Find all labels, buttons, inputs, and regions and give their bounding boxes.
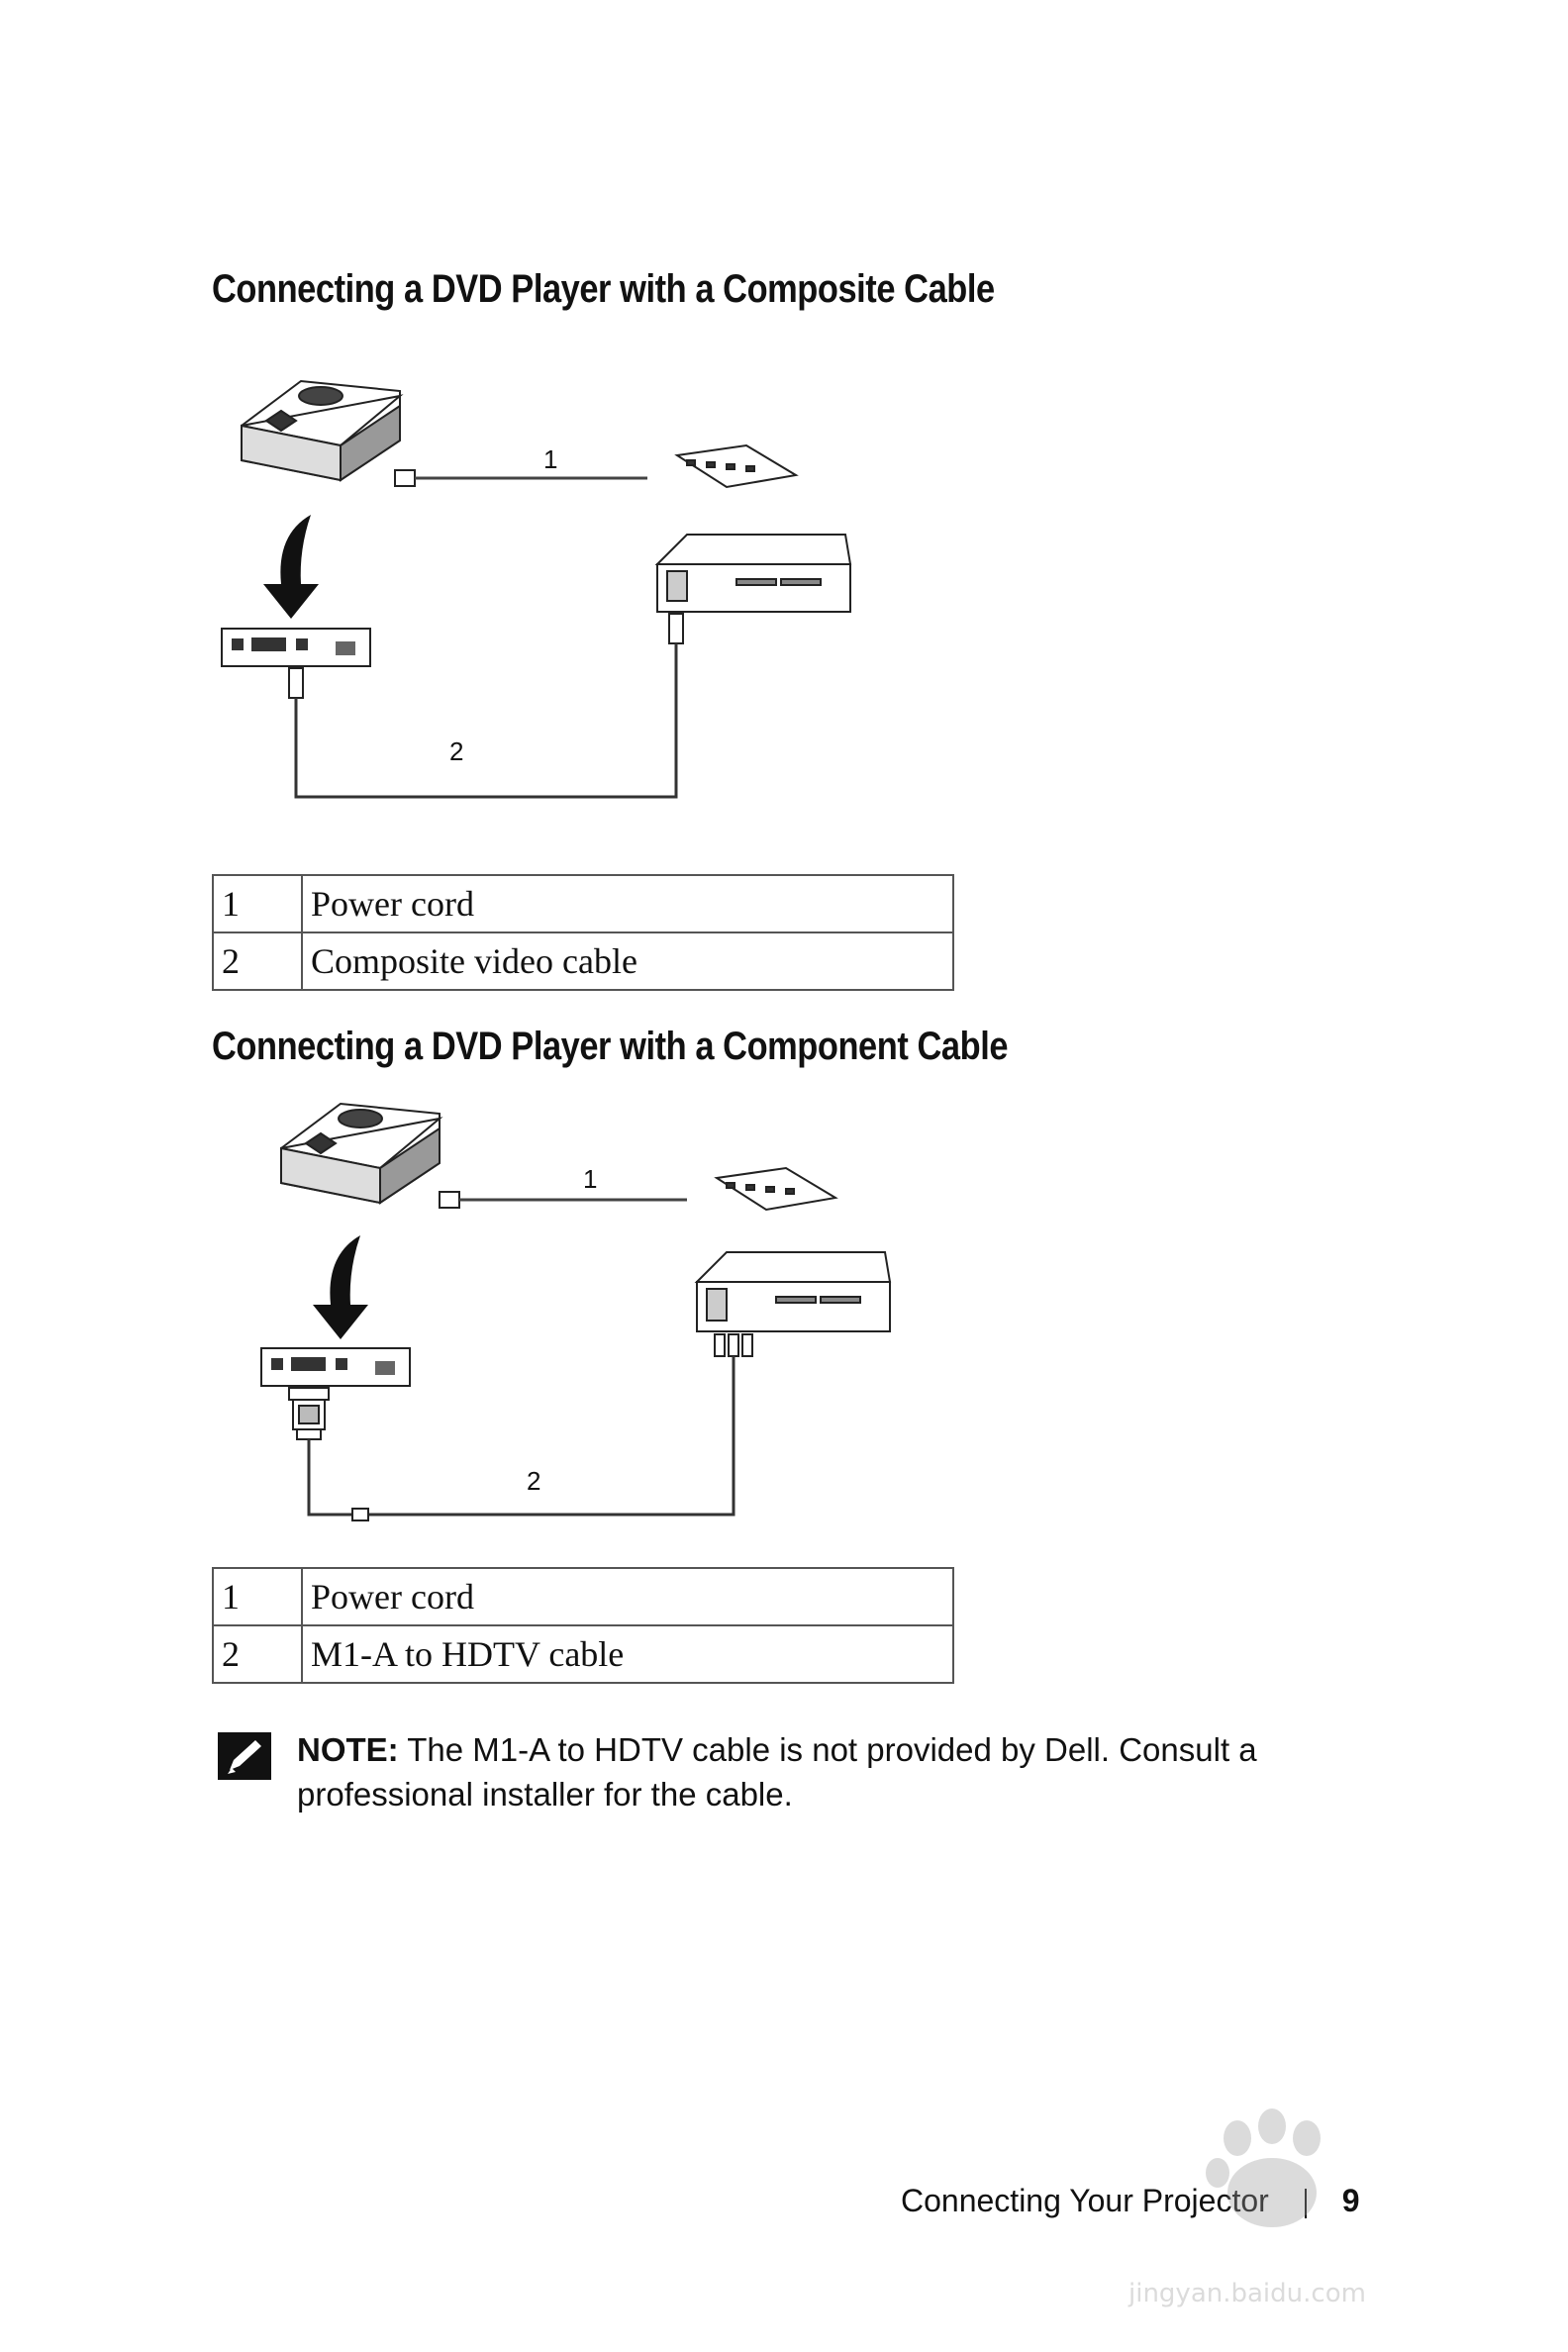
- baidu-watermark: [1099, 2099, 1475, 2326]
- component-legend-table: [212, 1567, 954, 1684]
- projector-illustration: [281, 1104, 440, 1203]
- table-row: [213, 1568, 953, 1625]
- legend-number: 1: [213, 1568, 302, 1625]
- diagram-label-1: 1: [543, 444, 558, 474]
- diagram-label-2: 2: [449, 736, 464, 766]
- table-row: [213, 932, 953, 990]
- page-number: 9: [1341, 2183, 1360, 2218]
- plug-left: [440, 1192, 459, 1208]
- diagram-label-1: 1: [583, 1164, 598, 1194]
- projector-port-panel: [261, 1348, 410, 1386]
- section1-heading: Connecting a DVD Player with a Composite Cable: [212, 267, 995, 311]
- table-row: [213, 1625, 953, 1683]
- note-label: NOTE:: [297, 1731, 399, 1768]
- legend-number: 2: [213, 932, 302, 990]
- composite-connection-diagram: [212, 366, 865, 822]
- legend-text: Power cord: [302, 1568, 953, 1625]
- legend-text: Composite video cable: [302, 932, 953, 990]
- composite-legend-table: [212, 874, 954, 991]
- down-arrow-icon: [263, 515, 319, 619]
- dvd-player-illustration: [657, 535, 850, 612]
- m1-connector-illustration: [289, 1388, 329, 1439]
- component-connection-diagram: [212, 1089, 925, 1534]
- note-paragraph: [297, 1727, 1425, 1816]
- component-plugs-illustration: [715, 1334, 752, 1356]
- diagram-label-2: 2: [527, 1466, 541, 1496]
- section2-heading: Connecting a DVD Player with a Component Cable: [212, 1025, 1009, 1068]
- down-arrow-icon: [313, 1235, 368, 1339]
- legend-number: 2: [213, 1625, 302, 1683]
- composite-plug-dvd: [669, 614, 683, 643]
- power-strip-illustration: [677, 445, 796, 487]
- legend-number: 1: [213, 875, 302, 932]
- footer-chapter: Connecting Your Projector: [901, 2183, 1269, 2218]
- table-row: [213, 875, 953, 932]
- projector-illustration: [242, 381, 400, 480]
- plug-left: [395, 470, 415, 486]
- legend-text: M1-A to HDTV cable: [302, 1625, 953, 1683]
- legend-text: Power cord: [302, 875, 953, 932]
- note-pencil-icon: [218, 1732, 271, 1780]
- composite-plug-projector: [289, 668, 303, 698]
- power-strip-illustration: [717, 1168, 835, 1210]
- watermark-text: jingyan.baidu.com: [1128, 2279, 1366, 2308]
- dvd-player-illustration: [697, 1252, 890, 1331]
- paw-logo-icon: [1206, 2108, 1321, 2227]
- cable-ferrite: [352, 1509, 368, 1520]
- projector-port-panel: [222, 629, 370, 666]
- note-text: The M1-A to HDTV cable is not provided by Dell. Consult a professional installer for the cable.: [297, 1731, 1257, 1813]
